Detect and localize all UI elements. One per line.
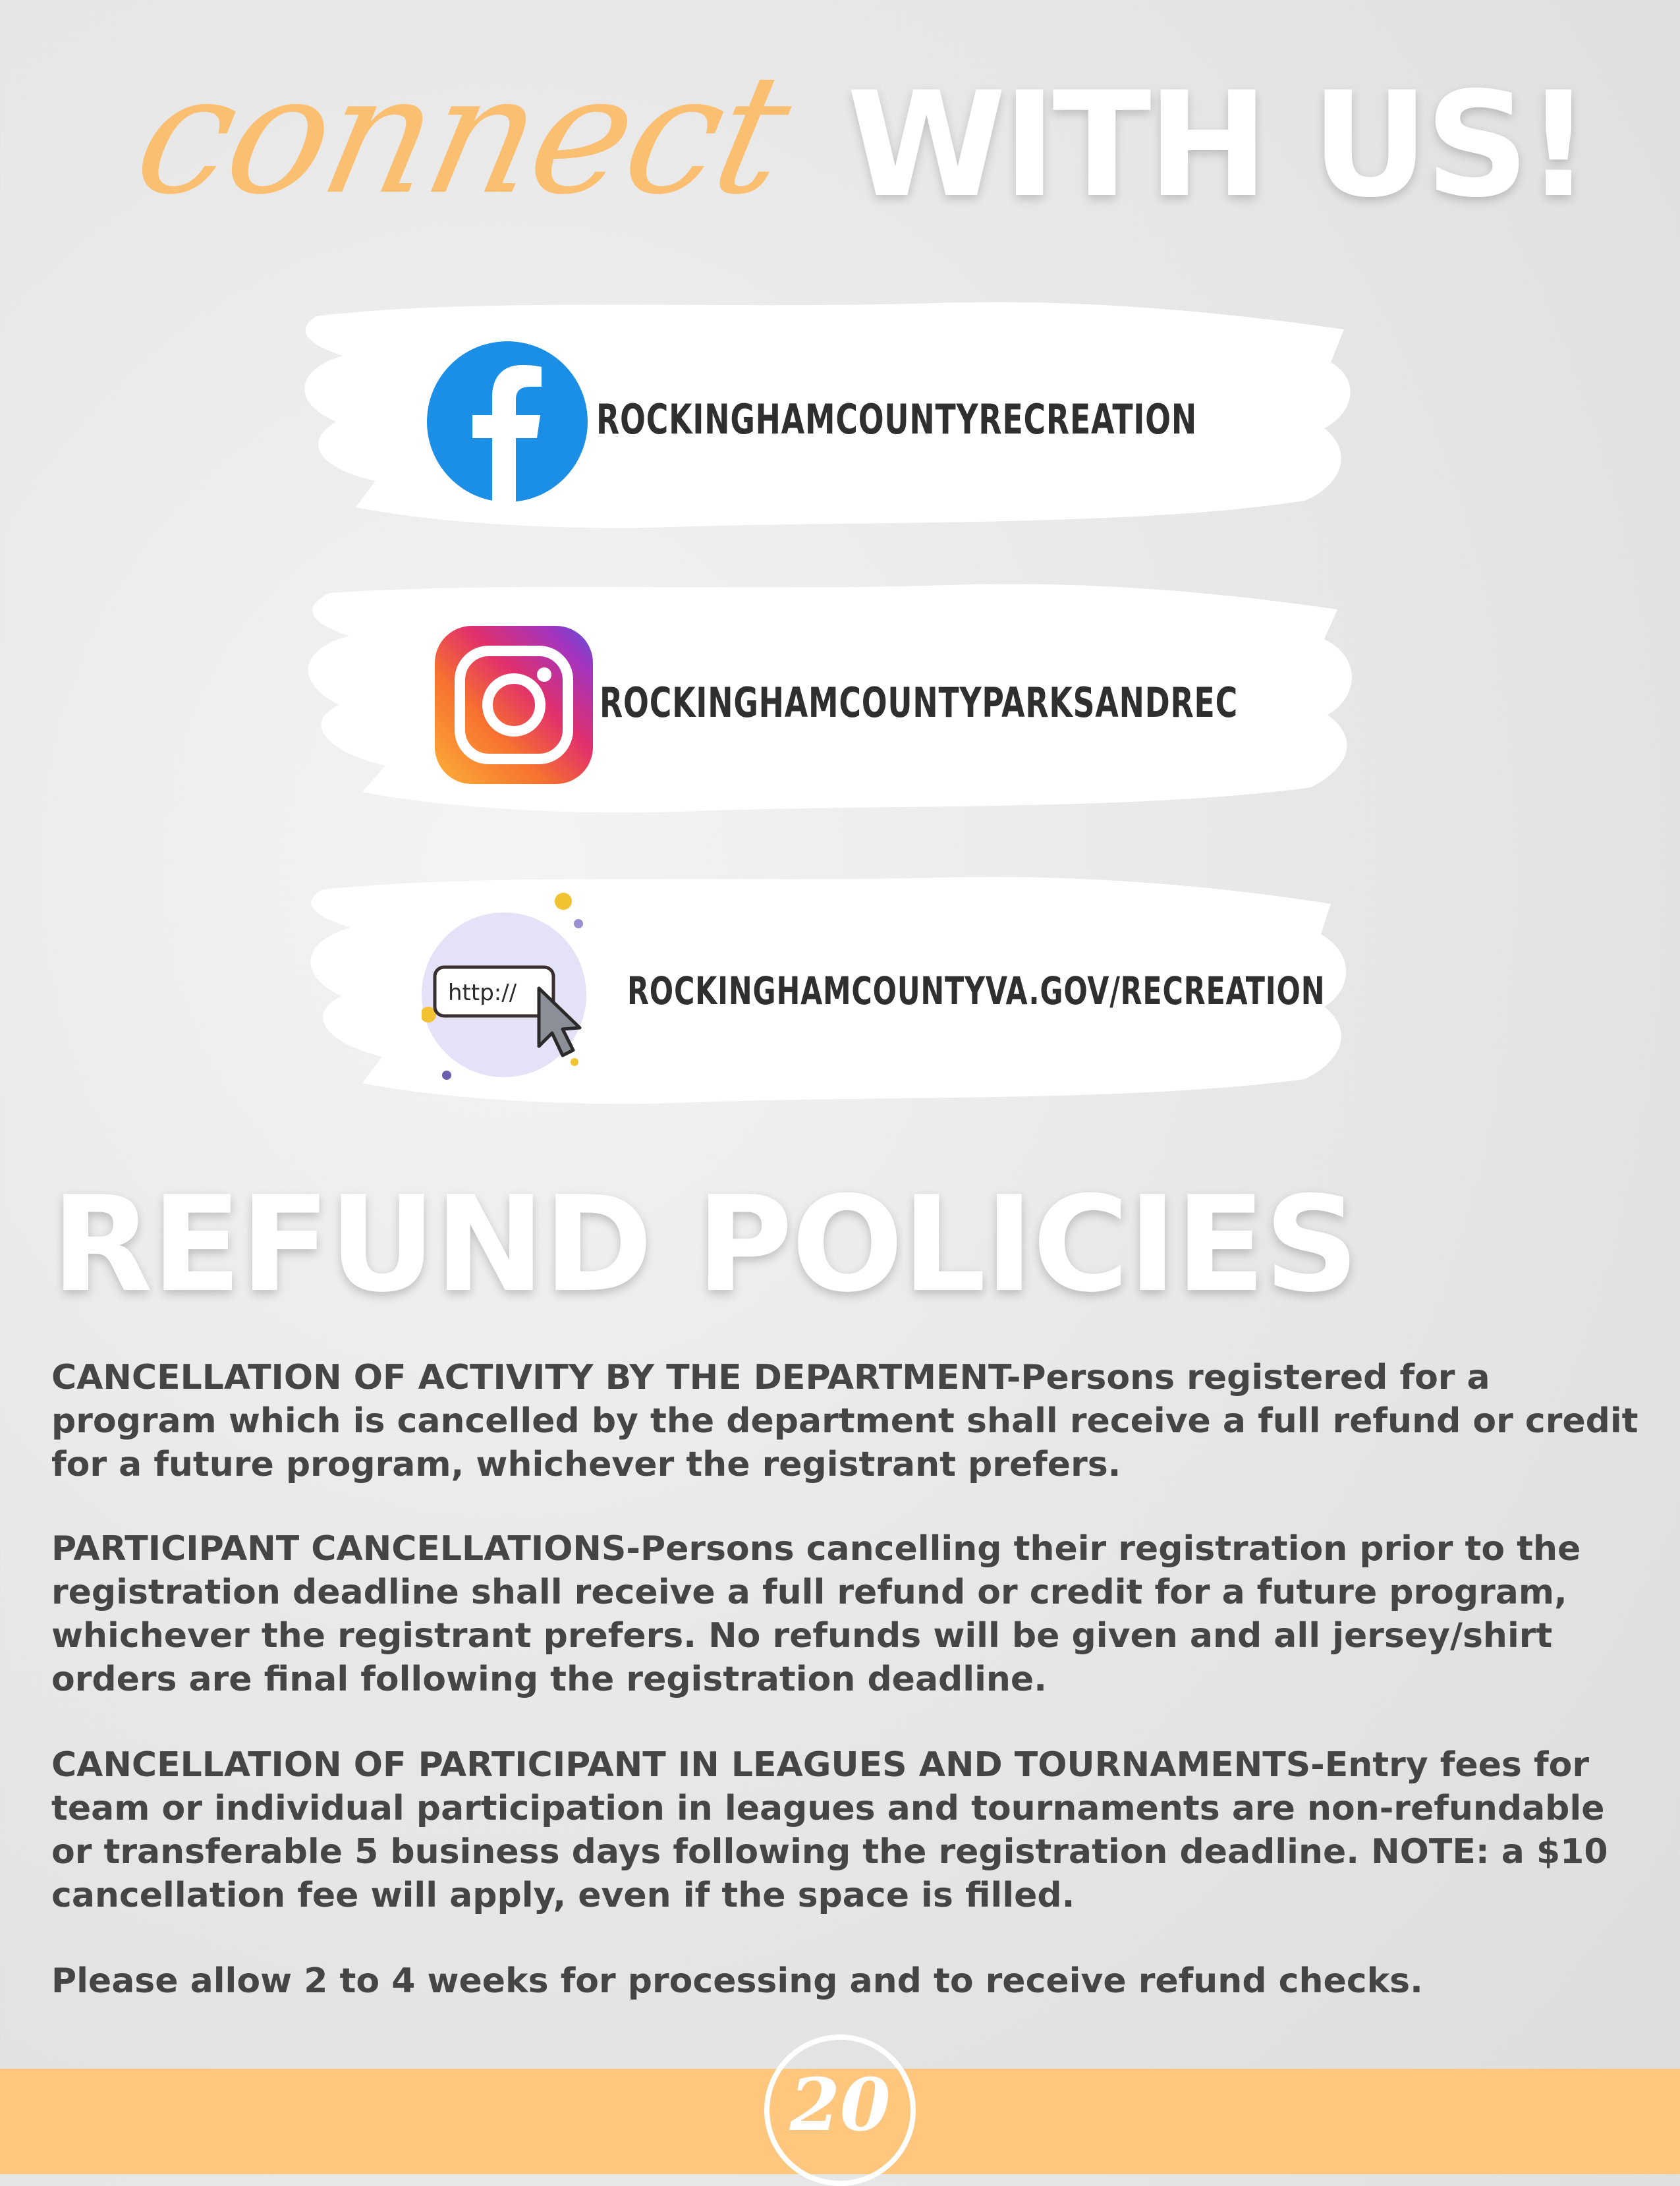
policy-paragraph-processing-time: Please allow 2 to 4 weeks for processing and to receive refund checks. bbox=[51, 1961, 1423, 2001]
header-script-word: connect bbox=[121, 39, 804, 231]
policy-paragraph-department-cancellation: CANCELLATION OF ACTIVITY BY THE DEPARTMENT-Persons registered for a program which is cancelled by the department shall receive a full refund or credit for a future program, whichever the registrant prefers. bbox=[51, 1358, 1638, 1484]
facebook-icon[interactable] bbox=[425, 339, 590, 504]
social-row-instagram[interactable] bbox=[277, 573, 1384, 824]
policy-paragraph-participant-cancellation: PARTICIPANT CANCELLATIONS-Persons cancelling their registration prior to the registration deadline shall receive a full refund or credit for a future program, whichever the registrant prefers. No refunds will be given and all jersey/shirt orders are final following the registration deadline. bbox=[51, 1529, 1581, 1699]
refund-policies-title: REFUND POLICIES bbox=[51, 1168, 1358, 1322]
website-icon[interactable] bbox=[422, 889, 613, 1087]
social-row-facebook[interactable] bbox=[277, 290, 1384, 540]
policy-paragraph-leagues-tournaments: CANCELLATION OF PARTICIPANT IN LEAGUES AND TOURNAMENTS-Entry fees for team or individual participation in leagues and tournaments are non-refundable or transferable 5 business days following the registration deadline. NOTE: a $10 cancellation fee will apply, even if the space is filled. bbox=[51, 1745, 1608, 1915]
header-bold-phrase: WITH US! bbox=[847, 61, 1588, 229]
website-url[interactable]: ROCKINGHAMCOUNTYVA.GOV/RECREATION bbox=[627, 968, 1326, 1013]
instagram-handle[interactable]: ROCKINGHAMCOUNTYPARKSANDREC bbox=[600, 679, 1239, 727]
instagram-icon[interactable] bbox=[435, 626, 593, 784]
website-icon-text: http:// bbox=[448, 980, 517, 1006]
social-row-website[interactable] bbox=[277, 863, 1384, 1113]
facebook-handle[interactable]: ROCKINGHAMCOUNTYRECREATION bbox=[596, 395, 1197, 443]
page-number: 20 bbox=[789, 2062, 891, 2147]
